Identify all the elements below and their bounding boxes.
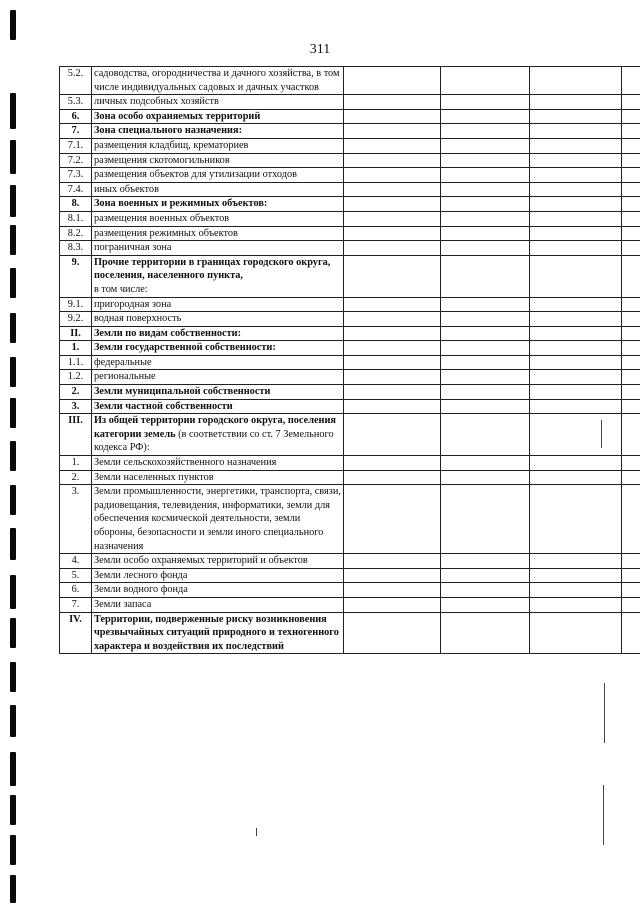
empty-value-cell [530,399,622,414]
empty-value-cell [441,597,530,612]
empty-value-cell [344,399,441,414]
empty-value-cell [441,612,530,654]
empty-value-cell [441,255,530,297]
scan-speck [256,828,257,836]
table-row [60,470,640,485]
empty-value-cell [622,370,640,385]
row-name [92,485,344,554]
row-name [92,255,344,297]
empty-value-cell [441,312,530,327]
row-name-text: Земли государственной собственности: [94,342,276,354]
empty-value-cell [622,255,640,297]
row-number: 2. [60,385,92,400]
row-name-text: размещения объектов для утилизации отходов [94,169,298,181]
empty-value-cell [441,326,530,341]
table-row [60,95,640,110]
table-row [60,197,640,212]
row-name [92,182,344,197]
row-name-text: Земли запаса [94,598,152,610]
row-name [92,211,344,226]
empty-value-cell [344,211,441,226]
table-row [60,67,640,95]
table-row [60,297,640,312]
row-name [92,612,344,654]
row-number: 7.1. [60,138,92,153]
table-row [60,241,640,256]
empty-value-cell [344,67,441,95]
empty-value-cell [622,326,640,341]
row-name [92,583,344,598]
empty-value-cell [622,414,640,456]
row-name [92,554,344,569]
row-name-text: Из общей территории городского округа, поселения категории земель [94,415,336,440]
binding-hole-mark [10,268,16,298]
row-number: 3. [60,485,92,554]
binding-hole-mark [10,662,16,692]
empty-value-cell [344,168,441,183]
binding-hole-mark [10,357,16,387]
empty-value-cell [530,568,622,583]
empty-value-cell [622,456,640,471]
binding-holes [8,0,20,905]
table-row [60,326,640,341]
binding-hole-mark [10,835,16,865]
empty-value-cell [530,355,622,370]
empty-value-cell [441,226,530,241]
empty-value-cell [622,124,640,139]
empty-value-cell [441,297,530,312]
table-row [60,456,640,471]
row-name [92,399,344,414]
empty-value-cell [344,568,441,583]
binding-hole-mark [10,795,16,825]
row-name-text: Земли по видам собственности: [94,327,242,339]
table-row [60,153,640,168]
binding-hole-mark [10,441,16,471]
empty-value-cell [441,568,530,583]
empty-value-cell [344,197,441,212]
empty-value-cell [344,109,441,124]
empty-value-cell [530,255,622,297]
row-name-tail: (в соответствии со ст. 7 Земельного кодекса РФ): [94,428,334,454]
binding-hole-mark [10,705,16,737]
row-name-text: Зона специального назначения: [94,125,242,137]
empty-value-cell [441,241,530,256]
row-number: 9. [60,255,92,297]
row-number: II. [60,326,92,341]
row-number: 7.4. [60,182,92,197]
empty-value-cell [441,138,530,153]
row-name [92,326,344,341]
empty-value-cell [441,211,530,226]
empty-value-cell [622,109,640,124]
row-number: 6. [60,109,92,124]
row-name-text: Земли промышленности, энергетики, транспорта, связи, радиовещания, телевидения, информатики, земли для обеспечения космической деятельности, земли обороны, безопасности и земли иного специального назначения [94,486,341,552]
empty-value-cell [441,414,530,456]
empty-value-cell [530,612,622,654]
empty-value-cell [344,583,441,598]
empty-value-cell [622,485,640,554]
empty-value-cell [441,95,530,110]
table-row [60,414,640,456]
empty-value-cell [622,612,640,654]
row-name-text: размещения скотомогильников [94,154,230,166]
row-name-text: Земли сельскохозяйственного назначения [94,457,277,469]
binding-hole-mark [10,93,16,129]
empty-value-cell [441,470,530,485]
empty-value-cell [441,399,530,414]
table-row [60,355,640,370]
row-number: 5.2. [60,67,92,95]
empty-value-cell [441,554,530,569]
row-number: 9.1. [60,297,92,312]
table-row [60,312,640,327]
empty-value-cell [530,554,622,569]
empty-value-cell [441,583,530,598]
empty-value-cell [441,341,530,356]
empty-value-cell [441,109,530,124]
row-number: 9.2. [60,312,92,327]
table-row [60,568,640,583]
row-name-text: федеральные [94,356,152,368]
row-number: 6. [60,583,92,598]
table-row [60,554,640,569]
empty-value-cell [344,414,441,456]
row-name [92,341,344,356]
empty-value-cell [622,341,640,356]
scan-speck [604,683,605,743]
row-name [92,153,344,168]
empty-value-cell [530,109,622,124]
empty-value-cell [344,241,441,256]
empty-value-cell [530,211,622,226]
binding-hole-mark [10,485,16,515]
row-name-text: личных подсобных хозяйств [94,96,219,108]
empty-value-cell [344,597,441,612]
binding-hole-mark [10,225,16,255]
empty-value-cell [441,153,530,168]
table-row [60,226,640,241]
row-name-text: размещения режимных объектов [94,227,238,239]
row-number: III. [60,414,92,456]
empty-value-cell [622,211,640,226]
row-name [92,67,344,95]
empty-value-cell [530,597,622,612]
empty-value-cell [530,370,622,385]
empty-value-cell [622,197,640,212]
empty-value-cell [344,95,441,110]
empty-value-cell [530,67,622,95]
row-number: 1. [60,456,92,471]
row-name-text: садоводства, огородничества и дачного хозяйства, в том числе индивидуальных садовых и дачных участков [94,68,340,93]
row-name [92,138,344,153]
empty-value-cell [622,597,640,612]
row-number: 2. [60,470,92,485]
empty-value-cell [530,241,622,256]
empty-value-cell [441,182,530,197]
table-row [60,109,640,124]
row-name-text: Прочие территории в границах городского округа, поселения, населенного пункта, [94,256,331,282]
empty-value-cell [344,124,441,139]
empty-value-cell [622,153,640,168]
row-name [92,241,344,256]
empty-value-cell [441,67,530,95]
empty-value-cell [530,414,622,456]
row-number: 1.2. [60,370,92,385]
row-number: 1. [60,341,92,356]
empty-value-cell [530,456,622,471]
empty-value-cell [441,197,530,212]
empty-value-cell [622,67,640,95]
row-number: 8. [60,197,92,212]
row-number: 8.2. [60,226,92,241]
empty-value-cell [622,554,640,569]
table-row [60,168,640,183]
empty-value-cell [344,226,441,241]
empty-value-cell [530,226,622,241]
empty-value-cell [530,138,622,153]
row-number: 3. [60,399,92,414]
empty-value-cell [530,312,622,327]
binding-hole-mark [10,752,16,786]
row-number: IV. [60,612,92,654]
empty-value-cell [622,583,640,598]
row-name-text: Земли особо охраняемых территорий и объектов [94,555,308,567]
empty-value-cell [530,153,622,168]
row-name [92,168,344,183]
row-name [92,312,344,327]
row-name [92,197,344,212]
row-number: 5.3. [60,95,92,110]
empty-value-cell [344,385,441,400]
row-name [92,568,344,583]
page-number: 311 [309,42,331,57]
table-row [60,583,640,598]
empty-value-cell [622,95,640,110]
row-number: 1.1. [60,355,92,370]
binding-hole-mark [10,10,16,40]
empty-value-cell [344,312,441,327]
empty-value-cell [622,297,640,312]
empty-value-cell [530,95,622,110]
binding-hole-mark [10,528,16,560]
row-number: 5. [60,568,92,583]
empty-value-cell [622,241,640,256]
empty-value-cell [344,153,441,168]
table-row [60,385,640,400]
row-name-text: Территории, подверженные риску возникновения чрезвычайных ситуаций природного и техногенного характера и воздействия их последствий [94,613,339,652]
empty-value-cell [622,355,640,370]
empty-value-cell [530,341,622,356]
row-name-text: Зона особо охраняемых территорий [94,110,261,122]
row-name [92,355,344,370]
table-row [60,612,640,654]
table-row [60,485,640,554]
table-row [60,341,640,356]
row-name-text: Земли частной собственности [94,400,233,412]
empty-value-cell [530,168,622,183]
table-row [60,255,640,297]
empty-value-cell [441,485,530,554]
row-number: 8.3. [60,241,92,256]
row-name-text: Земли лесного фонда [94,569,188,581]
table-row [60,399,640,414]
row-name-text: пригородная зона [94,298,172,310]
row-name-text: иных объектов [94,183,159,195]
scan-speck [603,785,604,845]
row-name-text: Земли водного фонда [94,584,188,596]
table-row [60,124,640,139]
row-name-text: Земли муниципальной собственности [94,386,271,398]
empty-value-cell [441,124,530,139]
empty-value-cell [344,470,441,485]
empty-value-cell [344,182,441,197]
row-name-text: региональные [94,371,156,383]
row-number: 7.3. [60,168,92,183]
empty-value-cell [622,138,640,153]
row-name [92,597,344,612]
row-name [92,414,344,456]
empty-value-cell [441,370,530,385]
table-row [60,370,640,385]
empty-value-cell [441,385,530,400]
empty-value-cell [441,168,530,183]
empty-value-cell [530,385,622,400]
empty-value-cell [622,399,640,414]
empty-value-cell [344,326,441,341]
table-row [60,211,640,226]
empty-value-cell [622,470,640,485]
empty-value-cell [344,255,441,297]
binding-hole-mark [10,398,16,428]
empty-value-cell [622,568,640,583]
row-name [92,124,344,139]
empty-value-cell [530,182,622,197]
row-number: 7. [60,597,92,612]
binding-hole-mark [10,618,16,648]
row-name [92,370,344,385]
row-name-text: размещения военных объектов [94,212,230,224]
row-name-text: водная поверхность [94,313,182,325]
empty-value-cell [530,326,622,341]
table-row [60,597,640,612]
empty-value-cell [530,297,622,312]
empty-value-cell [622,226,640,241]
row-name-text: Земли населенных пунктов [94,471,214,483]
row-number: 4. [60,554,92,569]
row-name [92,109,344,124]
row-name [92,385,344,400]
empty-value-cell [344,456,441,471]
row-number: 7.2. [60,153,92,168]
empty-value-cell [344,554,441,569]
empty-value-cell [344,485,441,554]
land-use-table [59,66,640,654]
empty-value-cell [530,470,622,485]
empty-value-cell [622,385,640,400]
empty-value-cell [530,124,622,139]
empty-value-cell [344,370,441,385]
binding-hole-mark [10,185,16,217]
row-name [92,297,344,312]
row-name [92,470,344,485]
row-name-text: Зона военных и режимных объектов: [94,198,268,210]
empty-value-cell [344,355,441,370]
empty-value-cell [530,583,622,598]
empty-value-cell [344,297,441,312]
row-name-text: пограничная зона [94,242,172,254]
empty-value-cell [622,312,640,327]
row-name [92,95,344,110]
binding-hole-mark [10,875,16,903]
row-number: 7. [60,124,92,139]
binding-hole-mark [10,313,16,343]
table-row [60,182,640,197]
empty-value-cell [441,355,530,370]
row-name [92,226,344,241]
empty-value-cell [622,182,640,197]
empty-value-cell [344,138,441,153]
binding-hole-mark [10,575,16,609]
empty-value-cell [441,456,530,471]
empty-value-cell [530,485,622,554]
empty-value-cell [530,197,622,212]
table-row [60,138,640,153]
row-name-tail: в том числе: [94,283,148,295]
row-name [92,456,344,471]
binding-hole-mark [10,140,16,174]
empty-value-cell [344,612,441,654]
empty-value-cell [344,341,441,356]
row-number: 8.1. [60,211,92,226]
empty-value-cell [622,168,640,183]
row-name-text: размещения кладбищ, крематориев [94,139,249,151]
